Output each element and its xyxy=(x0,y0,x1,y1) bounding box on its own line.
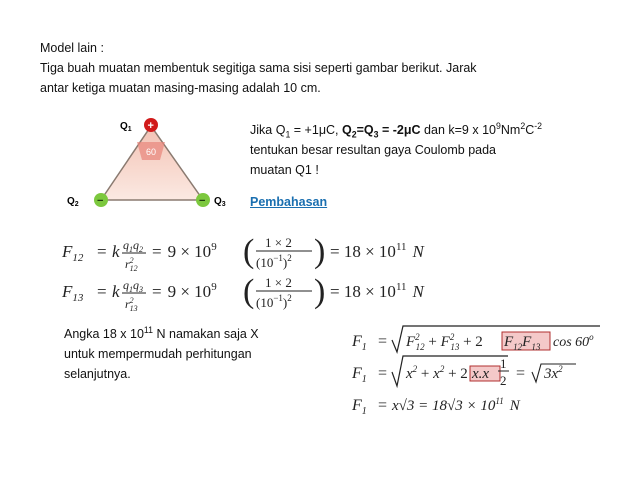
svg-text:=: = xyxy=(97,282,107,301)
svg-text:): ) xyxy=(314,233,326,270)
resultant-row-1 xyxy=(351,326,600,353)
svg-text:x√3 = 18√3 × 1011N: $x√3 = 18√3 \times 10^{11}$ N xyxy=(392,396,520,414)
svg-text:=: = xyxy=(378,333,388,350)
intro-text xyxy=(40,38,477,98)
svg-text:(: ( xyxy=(243,233,255,270)
f12-equation xyxy=(61,233,426,273)
svg-text:F212 + F213 + 2: $F^2$ $12 + F^2$ 13 + 2 xyxy=(406,332,483,352)
resultant-row-2 xyxy=(351,356,576,388)
svg-text:x2 + x2 + 2: $x^2 + x^2 + 2$ xyxy=(406,364,468,382)
q1-sign: + xyxy=(147,120,154,132)
svg-text:= 18 × 1011N: = $18 \times 10^{11}$ N xyxy=(330,281,424,301)
svg-text:2: 2 xyxy=(500,373,507,388)
note-line-2: untuk mempermudah perhitungan xyxy=(64,347,252,361)
svg-text:F13: $F_{13}$ xyxy=(62,282,84,304)
svg-text:q1q2: $q_1q_2$ xyxy=(123,238,143,254)
svg-text:F1: $F_1$ xyxy=(352,333,367,353)
resultant-row-3 xyxy=(351,396,521,417)
svg-text:1 × 2: 1 × 2 xyxy=(265,235,292,250)
q3-label: $Q_3$ xyxy=(214,196,226,208)
note-text xyxy=(64,324,324,384)
charge-triangle-diagram xyxy=(62,112,232,212)
svg-text:1: 1 xyxy=(500,356,507,371)
svg-text:cos 60o: cos 60$^o$ xyxy=(553,332,594,350)
svg-text:F12: $F_{12}$ xyxy=(62,242,84,264)
svg-text:F1: $F_1$ xyxy=(352,365,367,385)
problem-line-3: muatan Q1 ! xyxy=(250,163,319,177)
intro-line-3: antar ketiga muatan masing-masing adalah 10 cm. xyxy=(40,81,321,95)
svg-text:x.x: x.x xyxy=(472,366,490,382)
problem-statement xyxy=(250,120,542,212)
intro-line-2: Tiga buah muatan membentuk segitiga sama sisi seperti gambar berikut. Jarak xyxy=(40,61,477,75)
svg-text:1 × 2: 1 × 2 xyxy=(265,275,292,290)
svg-text:): ) xyxy=(314,273,326,310)
q3-sign: − xyxy=(199,195,206,207)
svg-text:k: k xyxy=(112,242,120,261)
resultant-equations xyxy=(350,322,632,422)
q2-sign: − xyxy=(97,195,104,207)
f13-equation xyxy=(61,273,426,313)
svg-text:r212: $r^2$ 12 xyxy=(125,256,138,273)
svg-text:=: = xyxy=(516,365,526,382)
svg-text:= 18 × 1011N: = $18 \times 10^{11}$ N xyxy=(330,241,424,261)
pembahasan-link[interactable]: Pembahasan xyxy=(250,195,328,209)
svg-text:q1q3: $q_1q_3$ xyxy=(123,278,143,294)
problem-line-1: Jika $Q_1 = +1\mu C$, $Q_2=Q_3 = -2\mu C$ dan k=9 x $10^9Nm^2C^{-2}$ xyxy=(250,120,542,140)
svg-text:(10−1)2: $(10^{-1})^2$ xyxy=(256,293,292,310)
svg-text:k: k xyxy=(112,282,120,301)
svg-text:F12F13: $F_{12}F_{13}$ xyxy=(504,334,541,352)
svg-text:=: = xyxy=(378,365,388,382)
q2-label: $Q_2$ xyxy=(67,196,79,208)
svg-text:(: ( xyxy=(243,273,255,310)
svg-text:=9 × 109: = $9 \times 10^9$ xyxy=(152,241,217,261)
svg-text:=: = xyxy=(378,397,388,414)
coulomb-equations xyxy=(60,233,424,314)
note-line-3: selanjutnya. xyxy=(64,367,131,381)
svg-text:3x2: $3x^2$ xyxy=(544,364,563,382)
angle-label: 60 xyxy=(146,147,157,157)
intro-line-1: Model lain : xyxy=(40,41,104,55)
svg-text:F1: $F_1$ xyxy=(352,397,367,417)
problem-line-2: tentukan besar resultan gaya Coulomb pada xyxy=(250,143,496,157)
svg-text:=: = xyxy=(97,242,107,261)
svg-text:(10−1)2: $(10^{-1})^2$ xyxy=(256,253,292,270)
svg-text:=9 × 109: = $9 \times 10^9$ xyxy=(152,281,217,301)
triangle-fill xyxy=(101,126,203,200)
svg-text:r213: $r^2$ 13 xyxy=(125,296,138,313)
q1-label: $Q_1$ xyxy=(120,121,132,133)
note-line-1: Angka 18 x $10^{11}$ N namakan saja X xyxy=(64,324,259,341)
